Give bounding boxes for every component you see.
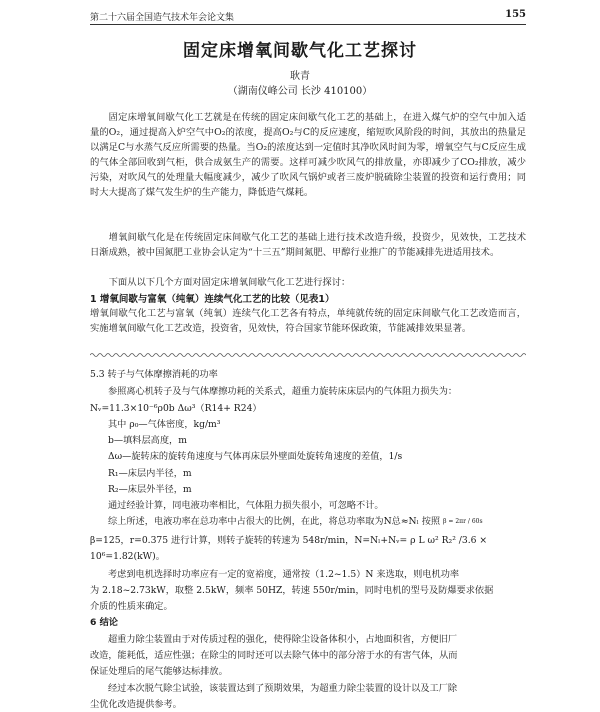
- section-1-heading: 1 增氧间歇与富氧（纯氧）连续气化工艺的比较（见表1）: [90, 294, 335, 305]
- summary-text: 综上所述，电液功率在总功率中占很大的比例，在此，将总功率取为N总≈Nₗ 按照: [108, 516, 441, 527]
- paragraph-intro: 固定床增氧间歇气化工艺就是在传统的固定床间歇气化工艺的基础上，在进入煤气炉的空气中加入适量的O₂，通过提高入炉空气中O₂的浓度，提高O₂与C的反应速度，缩短吹风阶段的时间，其放出的热量足以满足C与水蒸气反应所需要的热量。当O₂的浓度达到一定值时其净吹风时间为零，增氧空气与C反应生成的气体全部回收到气柜，供合成氨生产的需要。这样可减少吹风气的排放量，亦即减少了CO₂排放，减少污染，对吹风气的处理量大幅度减少，减少了吹风气锅炉或者三废炉脱硫除尘装置的投资和运行费用；同时大大提高了煤气发生炉的生产能力，降低造气煤耗。: [90, 112, 526, 198]
- paragraph-outline: 下面从以下几个方面对固定床增氧间歇气化工艺进行探讨：: [108, 277, 351, 288]
- calc-line-2: 10⁶=1.82(kW)。: [90, 551, 165, 562]
- running-header: [90, 8, 526, 25]
- speed-formula: β = 2πr / 60s: [443, 518, 483, 525]
- motor-line-1: 考虑到电机选择时功率应有一定的宽裕度，通常按（1.2~1.5）N 来选取，则电机功率: [108, 569, 460, 580]
- running-title: 第二十六届全国造气技术年会论文集: [90, 13, 235, 23]
- section-divider: [90, 352, 526, 358]
- def-angular-velocity: Δω—旋转床的旋转角速度与气体再床层外壁面处旋转角速度的差值，1/s: [108, 451, 403, 462]
- friction-intro: 参照离心机转子及与气体摩擦功耗的关系式，超重力旋转床床层内的气体阻力损失为：: [108, 386, 458, 397]
- section-6-heading: 6 结论: [90, 617, 118, 628]
- paragraph-upgrade: 增氧间歇气化是在传统固定床间歇气化工艺的基础上进行技术改造升级，投资少，见效快，工艺技术日渐成熟，被中国氮肥工业协会认定为“十三五”期间氮肥、甲醇行业推广的节能减排先进适用技术。: [90, 232, 526, 258]
- def-outer-radius: R₂—床层外半径，m: [108, 484, 192, 495]
- def-inner-radius: R₁—床层内半径，m: [108, 468, 192, 479]
- summary-line: [108, 513, 483, 527]
- conclusion-line-3: 保证处理后的尾气能够达标排放。: [90, 666, 228, 677]
- author: 耿青: [290, 71, 310, 82]
- conclusion-line-1: 超重力除尘装置由于对传质过程的强化，使得除尘设备体积小，占地面积省，方便旧厂: [108, 634, 458, 645]
- conclusion-line-5: 尘优化改造提供参考。: [90, 699, 182, 710]
- calc-line-1: β=125，r=0.375 进行计算，则转子旋转的转速为 548r/min，N=Nₗ+Nᵥ= ρ L ω² R₂² /3.6 ×: [90, 535, 488, 546]
- conclusion-line-2: 改造，能耗低，适应性强；在除尘的同时还可以去除气体中的部分溶于水的有害气体，从而: [90, 650, 458, 661]
- def-packing-height: b—填料层高度，m: [108, 435, 187, 446]
- conclusion-line-4: 经过本次脱气除尘试验，该装置达到了预期效果，为超重力除尘装置的设计以及工厂除: [108, 683, 458, 694]
- page-number: 155: [505, 9, 526, 20]
- experience-note: 通过经验计算，同电液功率相比，气体阻力损失很小，可忽略不计。: [108, 500, 384, 511]
- motor-line-2: 为 2.18~2.73kW，取整 2.5kW，频率 50HZ，转速 550r/min，同时电机的型号及防爆要求依据: [90, 585, 494, 596]
- article-title: 固定床增氧间歇气化工艺探讨: [183, 41, 417, 61]
- section-1-body: 增氧间歇气化工艺与富氧（纯氧）连续气化工艺各有特点，单纯就传统的固定床间歇气化工艺改造而言，实施增氧间歇气化工艺改造，投资省，见效快，符合国家节能环保政策，节能减排效果显著。: [90, 308, 526, 334]
- gas-resistance-formula: Nᵥ=11.3×10⁻⁶ρ0b Δω³（R14+ R24）: [90, 403, 262, 414]
- def-gas-density: 其中 ρ₀—气体密度，kg/m³: [108, 419, 221, 430]
- motor-line-3: 介质的性质来确定。: [90, 601, 173, 612]
- section-5-3-heading: 5.3 转子与气体摩擦消耗的功率: [90, 369, 218, 380]
- affiliation: （湖南仪峰公司 长沙 410100）: [227, 86, 373, 97]
